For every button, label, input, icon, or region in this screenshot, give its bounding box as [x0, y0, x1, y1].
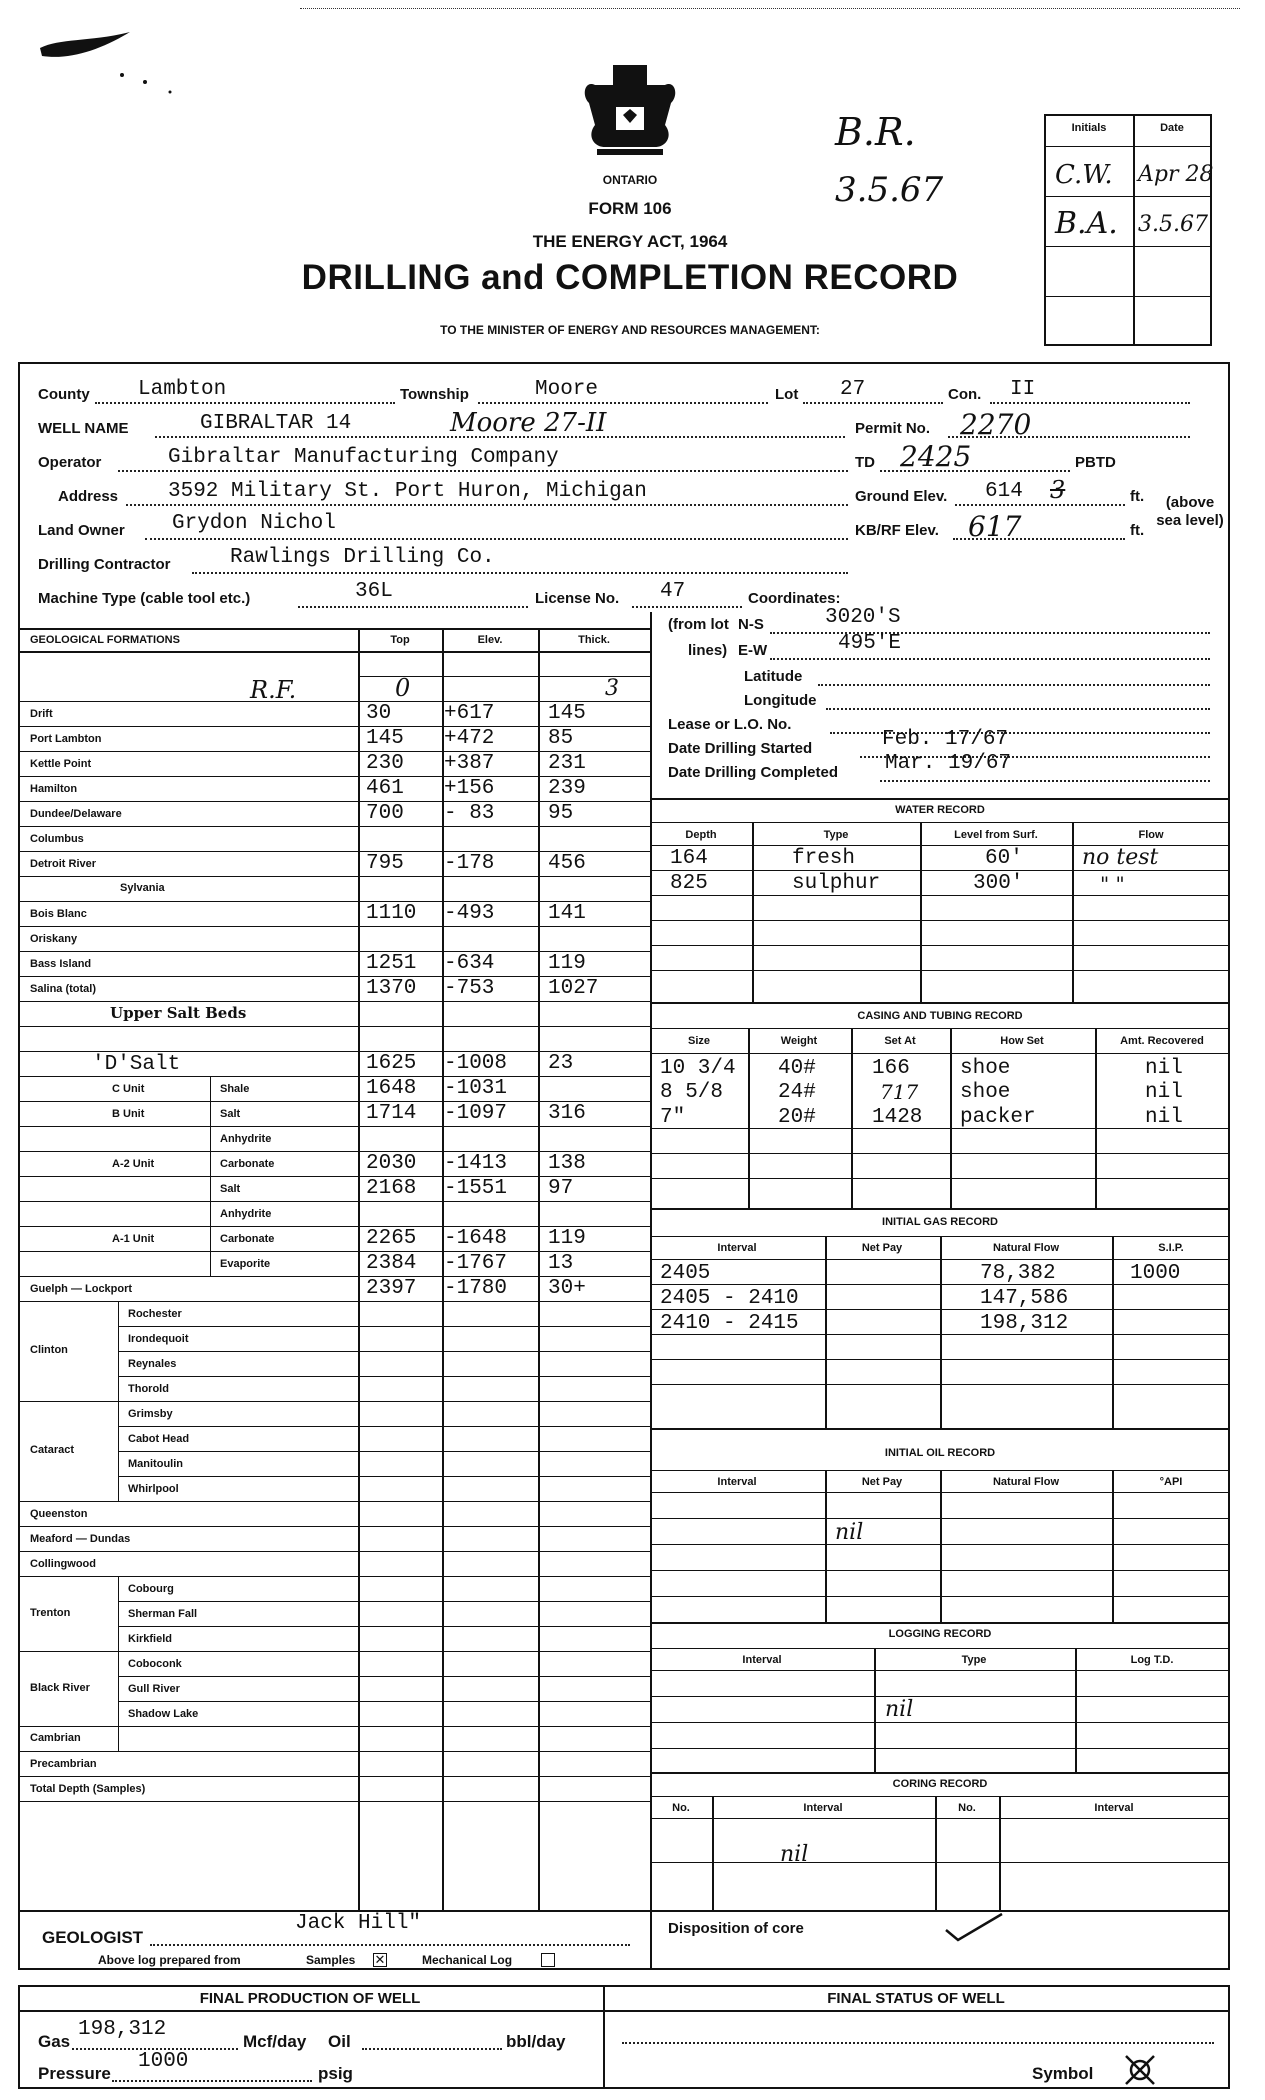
geo-elev-value: -178 — [444, 852, 495, 875]
geo-formation-name: Whirlpool — [128, 1483, 179, 1495]
geo-row-divider — [18, 1576, 650, 1577]
contractor-value: Rawlings Drilling Co. — [230, 546, 495, 569]
permit-value: 2270 — [960, 408, 1032, 441]
geo-formation-name: Reynales — [128, 1358, 177, 1370]
status-symbol-label: Symbol — [1032, 2064, 1094, 2083]
gas-header-netpay: Net Pay — [861, 1242, 903, 1254]
geo-row-divider — [118, 1501, 650, 1502]
address-label: Address — [58, 488, 119, 505]
geo-row-divider — [18, 1551, 650, 1552]
geo-elev-value: +156 — [444, 777, 495, 800]
coring-nil: nil — [780, 1842, 809, 1867]
rf-thick: 3 — [605, 676, 619, 701]
logging-nil: nil — [885, 1697, 914, 1722]
casing-header-set: Set At — [884, 1035, 916, 1047]
license-value: 47 — [660, 580, 686, 603]
geo-row-divider — [18, 1126, 650, 1127]
gas-flow-3: 198,312 — [980, 1312, 1069, 1335]
geo-header-top: Top — [390, 634, 410, 646]
con-value: II — [1010, 378, 1036, 401]
geo-elev-value: -1097 — [444, 1102, 508, 1125]
geo-top-value: 230 — [366, 752, 404, 775]
lot-label: Lot — [775, 386, 799, 403]
handwritten-initials-top: B.R. — [835, 110, 916, 154]
well-name-handwritten: Moore 27-II — [450, 408, 607, 438]
casing-size-3: 7" — [660, 1106, 686, 1129]
geo-group-vertical — [118, 1651, 119, 1726]
geo-thick-value: 141 — [548, 902, 586, 925]
prod-pressure-label: Pressure — [38, 2064, 111, 2083]
oil-header-interval: Interval — [717, 1476, 757, 1488]
ew-value: 495'E — [838, 632, 902, 655]
geo-elev-value: -753 — [444, 977, 495, 1000]
geo-formation-name: Gull River — [128, 1683, 180, 1695]
geo-formation-name: Queenston — [30, 1508, 88, 1520]
gas-well-symbol-icon — [1120, 2052, 1160, 2088]
water-header-depth: Depth — [685, 829, 717, 841]
salina-unit-divider — [210, 1076, 211, 1276]
geo-unit-name: A-2 Unit — [112, 1158, 155, 1170]
coring-record-title: CORING RECORD — [892, 1778, 988, 1790]
casing-weight-3: 20# — [778, 1106, 816, 1129]
geo-formation-name: Kettle Point — [30, 758, 92, 770]
gas-interval-1: 2405 — [660, 1262, 711, 1285]
geo-group-vertical — [118, 1576, 119, 1651]
geo-thick-value: 1027 — [548, 977, 599, 1000]
final-production-title: FINAL PRODUCTION OF WELL — [199, 1990, 421, 2007]
geo-formation-name: Carbonate — [220, 1233, 275, 1245]
casing-size-1: 10 3/4 — [660, 1057, 736, 1080]
geo-header-elev: Elev. — [477, 634, 503, 646]
geo-unit-name: B Unit — [112, 1108, 145, 1120]
geo-top-value: 2384 — [366, 1252, 417, 1275]
water-level-1: 60' — [985, 847, 1023, 870]
water-header-type: Type — [823, 829, 849, 841]
geo-elev-value: +472 — [444, 727, 495, 750]
oil-record-title: INITIAL OIL RECORD — [884, 1447, 996, 1459]
geo-top-value: 145 — [366, 727, 404, 750]
province-label: ONTARIO — [602, 173, 658, 187]
casing-set-2: 717 — [880, 1080, 919, 1104]
geo-formation-name: Bass Island — [30, 958, 92, 970]
ink-smudge — [30, 20, 190, 100]
ground-elev-struck: 3 — [1050, 476, 1066, 504]
latitude-label: Latitude — [744, 668, 803, 685]
kb-elev-label: KB/RF Elev. — [855, 522, 939, 539]
geo-row-divider — [18, 1201, 650, 1202]
date-completed-value: Mar. 19/67 — [885, 752, 1012, 775]
geo-row-divider — [118, 1376, 650, 1377]
pbtd-label: PBTD — [1075, 454, 1116, 471]
geo-row-divider — [18, 1026, 650, 1027]
geo-top-value: 1251 — [366, 952, 417, 975]
prepared-from-label: Above log prepared from — [98, 1953, 241, 1967]
geo-group-name: Black River — [30, 1681, 90, 1694]
geo-formation-name: Oriskany — [30, 933, 78, 945]
geo-group-name: Cambrian — [30, 1731, 81, 1744]
ns-value: 3020'S — [825, 606, 901, 629]
geo-formation-name: Irondequoit — [128, 1333, 189, 1345]
geo-thick-value: 119 — [548, 1227, 586, 1250]
geo-formation-name: Columbus — [30, 833, 84, 845]
casing-header-weight: Weight — [780, 1035, 818, 1047]
geo-formation-name: Coboconk — [128, 1658, 182, 1670]
geo-row-divider — [118, 1726, 650, 1727]
ground-elev-label: Ground Elev. — [855, 488, 948, 505]
geo-thick-value: 138 — [548, 1152, 586, 1175]
geo-formation-name: Anhydrite — [220, 1133, 272, 1145]
casing-size-2: 8 5/8 — [660, 1081, 724, 1104]
geo-top-value: 1714 — [366, 1102, 417, 1125]
land-owner-value: Grydon Nichol — [172, 512, 336, 535]
lines-label: lines) — [688, 642, 728, 659]
geo-row-divider — [18, 1526, 650, 1527]
logging-header-interval: Interval — [742, 1654, 782, 1666]
coring-header-interval-2: Interval — [1094, 1802, 1134, 1814]
operator-value: Gibraltar Manufacturing Company — [168, 446, 559, 469]
geo-group-divider — [18, 1401, 118, 1402]
geo-formation-name: Anhydrite — [220, 1208, 272, 1220]
geo-row-divider — [18, 876, 650, 877]
geo-thick-value: 145 — [548, 702, 586, 725]
prod-mcf-label: Mcf/day — [243, 2032, 307, 2051]
geo-formation-name: Hamilton — [30, 783, 78, 795]
gas-header-sip: S.I.P. — [1158, 1242, 1184, 1254]
township-value: Moore — [535, 378, 599, 401]
geo-elev-value: -1648 — [444, 1227, 508, 1250]
casing-set-3: 1428 — [872, 1106, 923, 1129]
samples-label: Samples — [306, 1953, 356, 1967]
geo-unit-name: C Unit — [112, 1083, 145, 1095]
geo-formation-name: Manitoulin — [128, 1458, 183, 1470]
from-lot-label: (from lot — [668, 616, 729, 633]
td-label: TD — [855, 454, 875, 471]
coring-header-no-1: No. — [672, 1802, 690, 1814]
geo-group-divider — [18, 1726, 118, 1727]
gas-interval-2: 2405 - 2410 — [660, 1287, 799, 1310]
geo-elev-value: +387 — [444, 752, 495, 775]
prod-bbl-label: bbl/day — [506, 2032, 566, 2051]
casing-header-size: Size — [687, 1035, 711, 1047]
casing-amt-2: nil — [1145, 1081, 1183, 1104]
water-level-2: 300' — [973, 872, 1024, 895]
casing-how-3: packer — [960, 1106, 1036, 1129]
geo-formation-name: Shale — [220, 1083, 250, 1095]
geo-top-value: 2265 — [366, 1227, 417, 1250]
gas-header-flow: Natural Flow — [992, 1242, 1060, 1254]
geo-row-divider — [118, 1676, 650, 1677]
gas-record-title: INITIAL GAS RECORD — [882, 1216, 998, 1228]
geo-top-value: 1370 — [366, 977, 417, 1000]
geo-row-divider — [118, 1626, 650, 1627]
geo-row-divider — [118, 1326, 650, 1327]
machine-type-value: 36L — [355, 580, 393, 603]
geo-elev-value: -1780 — [444, 1277, 508, 1300]
water-record-title: WATER RECORD — [895, 804, 985, 816]
act-title: THE ENERGY ACT, 1964 — [532, 232, 728, 251]
logging-record-title: LOGGING RECORD — [888, 1628, 992, 1640]
well-name-label: WELL NAME — [38, 420, 129, 437]
geo-formation-name: Grimsby — [128, 1408, 173, 1420]
geo-formation-name: Detroit River — [30, 858, 97, 870]
geo-thick-value: 97 — [548, 1177, 574, 1200]
geo-formation-name: Cabot Head — [128, 1433, 190, 1445]
geo-formation-name: Guelph — Lockport — [30, 1283, 133, 1295]
geo-elev-value: -1413 — [444, 1152, 508, 1175]
geo-formation-name: Carbonate — [220, 1158, 275, 1170]
geo-thick-value: 13 — [548, 1252, 574, 1275]
geo-formation-name: Upper Salt Beds — [110, 1004, 247, 1022]
geo-thick-value: 231 — [548, 752, 586, 775]
geo-formation-name: Cobourg — [128, 1583, 174, 1595]
oil-header-flow: Natural Flow — [992, 1476, 1060, 1488]
county-value: Lambton — [138, 378, 227, 401]
geo-row-divider — [118, 1751, 650, 1752]
geo-row-divider — [18, 1301, 650, 1302]
geo-formation-name: Bois Blanc — [30, 908, 87, 920]
geo-group-divider — [18, 1651, 118, 1652]
geo-group-name: Clinton — [30, 1344, 68, 1356]
geo-row-divider — [118, 1701, 650, 1702]
disposition-label: Disposition of core — [668, 1920, 804, 1937]
geo-top-value: 1648 — [366, 1077, 417, 1100]
casing-header-amt: Amt. Recovered — [1120, 1035, 1204, 1047]
ns-label: N-S — [738, 616, 764, 633]
initials-header: Initials — [1071, 122, 1107, 134]
prod-gas-value: 198,312 — [78, 2018, 167, 2041]
geo-row-divider — [18, 1076, 650, 1077]
coring-header-interval-1: Interval — [803, 1802, 843, 1814]
casing-weight-2: 24# — [778, 1081, 816, 1104]
prod-gas-label: Gas — [38, 2032, 71, 2051]
geo-elev-value: -1767 — [444, 1252, 508, 1275]
water-header-level: Level from Surf. — [954, 829, 1038, 841]
water-depth-2: 825 — [670, 872, 708, 895]
geo-group-vertical — [118, 1401, 119, 1501]
water-depth-1: 164 — [670, 847, 708, 870]
gas-interval-3: 2410 - 2415 — [660, 1312, 799, 1335]
water-header-flow: Flow — [1138, 829, 1164, 841]
above-sea-level-label: (above sea level) — [1156, 494, 1224, 529]
gas-flow-1: 78,382 — [980, 1262, 1056, 1285]
geo-thick-value: 30+ — [548, 1277, 586, 1300]
gas-sip-1: 1000 — [1130, 1262, 1181, 1285]
geo-row-divider — [118, 1451, 650, 1452]
form-number: FORM 106 — [588, 199, 672, 218]
casing-how-2: shoe — [960, 1081, 1011, 1104]
geo-formation-name: Salt — [220, 1108, 241, 1120]
geo-thick-value: 119 — [548, 952, 586, 975]
geo-top-value: 30 — [366, 702, 392, 725]
prod-oil-label: Oil — [328, 2032, 351, 2051]
geo-group-divider — [18, 1751, 118, 1752]
geo-formation-name: Port Lambton — [30, 733, 102, 745]
gas-flow-2: 147,586 — [980, 1287, 1069, 1310]
logging-header-type: Type — [961, 1654, 987, 1666]
address-value: 3592 Military St. Port Huron, Michigan — [168, 480, 647, 503]
county-label: County — [38, 386, 90, 403]
geo-elev-value: -493 — [444, 902, 495, 925]
geo-row-divider — [18, 1801, 650, 1802]
geo-top-value: 2030 — [366, 1152, 417, 1175]
geo-elev-value: -1031 — [444, 1077, 508, 1100]
casing-weight-1: 40# — [778, 1057, 816, 1080]
initials-2: B.A. — [1055, 206, 1118, 241]
water-flow-2: " " — [1100, 872, 1125, 896]
geo-header-formations: GEOLOGICAL FORMATIONS — [30, 634, 180, 646]
geo-elev-value: +617 — [444, 702, 495, 725]
geo-unit-name: A-1 Unit — [112, 1233, 155, 1245]
geo-thick-value: 316 — [548, 1102, 586, 1125]
geologist-label: GEOLOGIST — [42, 1928, 144, 1947]
lease-label: Lease or L.O. No. — [668, 716, 792, 733]
oil-header-netpay: Net Pay — [861, 1476, 903, 1488]
geo-row-divider — [118, 1351, 650, 1352]
geo-thick-value: 85 — [548, 727, 574, 750]
mechanical-log-checkbox[interactable] — [541, 1953, 555, 1967]
water-type-1: fresh — [792, 847, 856, 870]
geo-thick-value: 456 — [548, 852, 586, 875]
ground-elev-value: 614 — [985, 480, 1023, 503]
geo-group-name: Trenton — [30, 1606, 71, 1619]
geo-formation-name: Thorold — [128, 1383, 169, 1395]
kb-elev-value: 617 — [968, 510, 1022, 543]
top-scan-line — [300, 8, 1240, 9]
rf-top: 0 — [395, 674, 411, 702]
initials-1: C.W. — [1055, 160, 1113, 190]
geo-formation-name: Meaford — Dundas — [30, 1533, 131, 1545]
township-label: Township — [400, 386, 469, 403]
prod-pressure-value: 1000 — [138, 2050, 189, 2073]
coordinates-label: Coordinates: — [748, 590, 841, 607]
geo-row-divider — [18, 1001, 650, 1002]
geologist-name: Jack Hill" — [295, 1912, 422, 1935]
coring-header-no-2: No. — [958, 1802, 976, 1814]
final-status-title: FINAL STATUS OF WELL — [827, 1990, 1005, 2007]
geo-group-vertical — [118, 1726, 119, 1751]
longitude-label: Longitude — [744, 692, 817, 709]
geo-formation-name: Sylvania — [120, 882, 165, 894]
lot-value: 27 — [840, 378, 866, 401]
geo-row-divider — [18, 826, 650, 827]
geo-elev-value: -1551 — [444, 1177, 508, 1200]
casing-amt-3: nil — [1145, 1106, 1183, 1129]
handwritten-date-top: 3.5.67 — [835, 170, 944, 210]
geo-thick-value: 239 — [548, 777, 586, 800]
geo-top-value: 700 — [366, 802, 404, 825]
license-label: License No. — [535, 590, 620, 607]
oil-header-api: °API — [1159, 1476, 1183, 1488]
casing-amt-1: nil — [1145, 1057, 1183, 1080]
geo-top-value: 2397 — [366, 1277, 417, 1300]
geo-top-value: 1625 — [366, 1052, 417, 1075]
permit-label: Permit No. — [855, 420, 931, 437]
ew-label: E-W — [738, 642, 768, 659]
samples-checkbox[interactable]: ✕ — [374, 1952, 386, 1967]
contractor-label: Drilling Contractor — [38, 556, 171, 573]
geo-formation-name: Dundee/Delaware — [30, 808, 122, 820]
geo-thick-value: 95 — [548, 802, 574, 825]
geo-header-thick: Thick. — [578, 634, 610, 646]
geo-group-name: Cataract — [30, 1444, 75, 1456]
well-name-value: GIBRALTAR 14 — [200, 412, 352, 435]
water-type-2: sulphur — [792, 872, 881, 895]
date-header: Date — [1160, 122, 1184, 134]
geo-row-divider — [118, 1601, 650, 1602]
casing-record-title: CASING AND TUBING RECORD — [857, 1010, 1023, 1022]
geo-formation-name: Kirkfield — [128, 1633, 173, 1645]
casing-how-1: shoe — [960, 1057, 1011, 1080]
disposition-checkmark-icon — [940, 1908, 1010, 1944]
geo-top-value: 1110 — [366, 902, 417, 925]
page-title: DRILLING and COMPLETION RECORD — [301, 258, 959, 297]
date-started-value: Feb. 17/67 — [882, 728, 1009, 751]
geo-formation-name: 'D'Salt — [92, 1053, 181, 1076]
geo-group-divider — [18, 1501, 118, 1502]
geo-formation-name: Drift — [30, 708, 53, 720]
geo-formation-name: Sherman Fall — [128, 1608, 198, 1620]
geo-group-vertical — [118, 1301, 119, 1401]
prod-psig-label: psig — [318, 2064, 353, 2083]
water-flow-1: no test — [1082, 845, 1159, 870]
td-value: 2425 — [900, 440, 972, 473]
geo-row-divider — [118, 1401, 650, 1402]
geo-top-value: 461 — [366, 777, 404, 800]
date-started-label: Date Drilling Started — [668, 740, 813, 757]
casing-set-1: 166 — [872, 1057, 910, 1080]
geo-row-divider — [118, 1476, 650, 1477]
ontario-coat-of-arms — [575, 55, 685, 165]
geo-row-divider — [118, 1651, 650, 1652]
date-2: 3.5.67 — [1138, 212, 1208, 237]
casing-header-how: How Set — [1000, 1035, 1044, 1047]
con-label: Con. — [948, 386, 982, 403]
geo-formation-name: Collingwood — [30, 1558, 96, 1570]
geo-row-divider — [18, 926, 650, 927]
geo-elev-value: -1008 — [444, 1052, 508, 1075]
date-completed-label: Date Drilling Completed — [668, 764, 839, 781]
oil-nil: nil — [835, 1520, 864, 1545]
geo-top-value: 795 — [366, 852, 404, 875]
geo-formation-name: Evaporite — [220, 1258, 271, 1270]
page-subtitle: TO THE MINISTER OF ENERGY AND RESOURCES MANAGEMENT: — [440, 323, 820, 337]
geo-row-divider — [118, 1426, 650, 1427]
geo-formation-name: Total Depth (Samples) — [30, 1783, 146, 1795]
machine-type-label: Machine Type (cable tool etc.) — [38, 590, 251, 607]
geo-formation-name: Salt — [220, 1183, 241, 1195]
geo-top-value: 2168 — [366, 1177, 417, 1200]
land-owner-label: Land Owner — [38, 522, 125, 539]
geo-thick-value: 23 — [548, 1052, 574, 1075]
geo-formation-name: Precambrian — [30, 1758, 97, 1770]
ground-ft-label: ft. — [1130, 488, 1145, 505]
geo-elev-value: -634 — [444, 952, 495, 975]
kb-ft-label: ft. — [1130, 522, 1145, 539]
mechanical-log-label: Mechanical Log — [422, 1953, 513, 1967]
gas-header-interval: Interval — [717, 1242, 757, 1254]
logging-header-td: Log T.D. — [1130, 1654, 1174, 1666]
geo-formation-name: Salina (total) — [30, 983, 97, 995]
date-1: Apr 28 — [1138, 162, 1214, 187]
rf-label: R.F. — [250, 676, 297, 704]
geo-formation-name: Shadow Lake — [128, 1708, 199, 1720]
geo-elev-value: - 83 — [444, 802, 495, 825]
geo-row-divider — [18, 1776, 650, 1777]
operator-label: Operator — [38, 454, 102, 471]
geo-formation-name: Rochester — [128, 1308, 182, 1320]
